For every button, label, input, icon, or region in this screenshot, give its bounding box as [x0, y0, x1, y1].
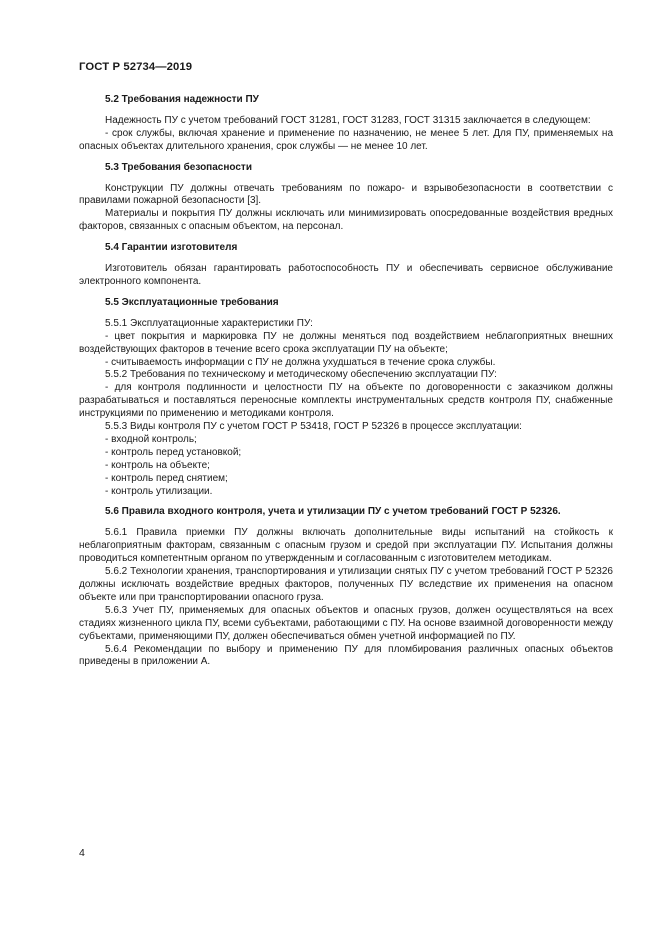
section-5-2-list-item: - срок службы, включая хранение и применение по назначению, не менее 5 лет. Для ПУ, применяемых на опасных объектах длительного хранения, срок службы — не менее 10 лет.	[79, 127, 613, 152]
list-item: - для контроля подлинности и целостности ПУ на объекте по договоренности с заказчиком должны разрабатываться и поставляться переносные комплекты инструментальных средств контроля ПУ, снабженные инструкциями по применению и методиками контроля.	[79, 382, 613, 420]
clause-5-5-1: 5.5.1 Эксплуатационные характеристики ПУ:	[105, 317, 313, 329]
clause-5-6-3: 5.6.3 Учет ПУ, применяемых для опасных объектов и опасных грузов, должен осуществляться на всех стадиях жизненного цикла ПУ, всеми субъектами, работающими с ПУ. На основе взаимной договоренности между субъектами, применяющими ПУ, должен обеспечиваться обмен учетной информацией по ПУ.	[79, 604, 613, 642]
section-5-6-heading: 5.6 Правила входного контроля, учета и утилизации ПУ с учетом требований ГОСТ Р 52326.	[105, 506, 561, 518]
section-5-2-heading: 5.2 Требования надежности ПУ	[105, 94, 259, 105]
list-item: - контроль перед установкой;	[105, 446, 242, 458]
section-5-3-heading: 5.3 Требования безопасности	[105, 161, 252, 173]
clause-5-6-1: 5.6.1 Правила приемки ПУ должны включать дополнительные виды испытаний на стойкость к неблагоприятным факторам, связанным с опасным грузом и средой при эксплуатации ПУ. Испытания должны проводиться компетентным органом по утвержденным и согласованным с изготовителем методикам.	[79, 527, 613, 565]
section-5-2-paragraph: Надежность ПУ с учетом требований ГОСТ 31281, ГОСТ 31283, ГОСТ 31315 заключается в следующем:	[105, 114, 591, 126]
page-number: 4	[79, 847, 85, 859]
document-code-header: ГОСТ Р 52734—2019	[79, 61, 193, 73]
page-content	[79, 94, 613, 669]
list-item: - контроль перед снятием;	[105, 472, 228, 484]
section-5-4-paragraph: Изготовитель обязан гарантировать работоспособность ПУ и обеспечивать сервисное обслуживание электронного компонента.	[79, 263, 613, 287]
section-5-5-heading: 5.5 Эксплуатационные требования	[105, 296, 279, 308]
clause-5-5-2: 5.5.2 Требования по техническому и методическому обеспечению эксплуатации ПУ:	[105, 369, 497, 381]
clause-5-6-4: 5.6.4 Рекомендации по выбору и применению ПУ для пломбирования различных опасных объектов приведены в приложении А.	[79, 643, 613, 668]
list-item: - входной контроль;	[105, 433, 197, 445]
section-5-4-heading: 5.4 Гарантии изготовителя	[105, 242, 238, 254]
section-5-3-paragraph: Материалы и покрытия ПУ должны исключать или минимизировать опосредованные воздействия вредных факторов, связанных с опасным объектом, на персонал.	[79, 208, 613, 233]
clause-5-6-2: 5.6.2 Технологии хранения, транспортирования и утилизации снятых ПУ с учетом требований ГОСТ Р 52326 должны исключать воздействие вредных факторов, полученных ПУ вследствие их применения на опасном объекте или при транспортировании опасного груза.	[79, 566, 613, 603]
list-item: - контроль на объекте;	[105, 459, 210, 471]
section-5-3-paragraph: Конструкции ПУ должны отвечать требованиям по пожаро- и взрывобезопасности в соответствии с правилами пожарной безопасности [3].	[79, 182, 613, 207]
list-item: - цвет покрытия и маркировка ПУ не должны меняться под воздействием неблагоприятных внешних воздействующих факторов в течение всего срока эксплуатации ПУ на объекте;	[79, 330, 613, 355]
list-item: - считываемость информации с ПУ не должна ухудшаться в течение срока службы.	[105, 356, 496, 368]
clause-5-5-3: 5.5.3 Виды контроля ПУ с учетом ГОСТ Р 53418, ГОСТ Р 52326 в процессе эксплуатации:	[105, 421, 522, 433]
list-item: - контроль утилизации.	[105, 485, 213, 497]
